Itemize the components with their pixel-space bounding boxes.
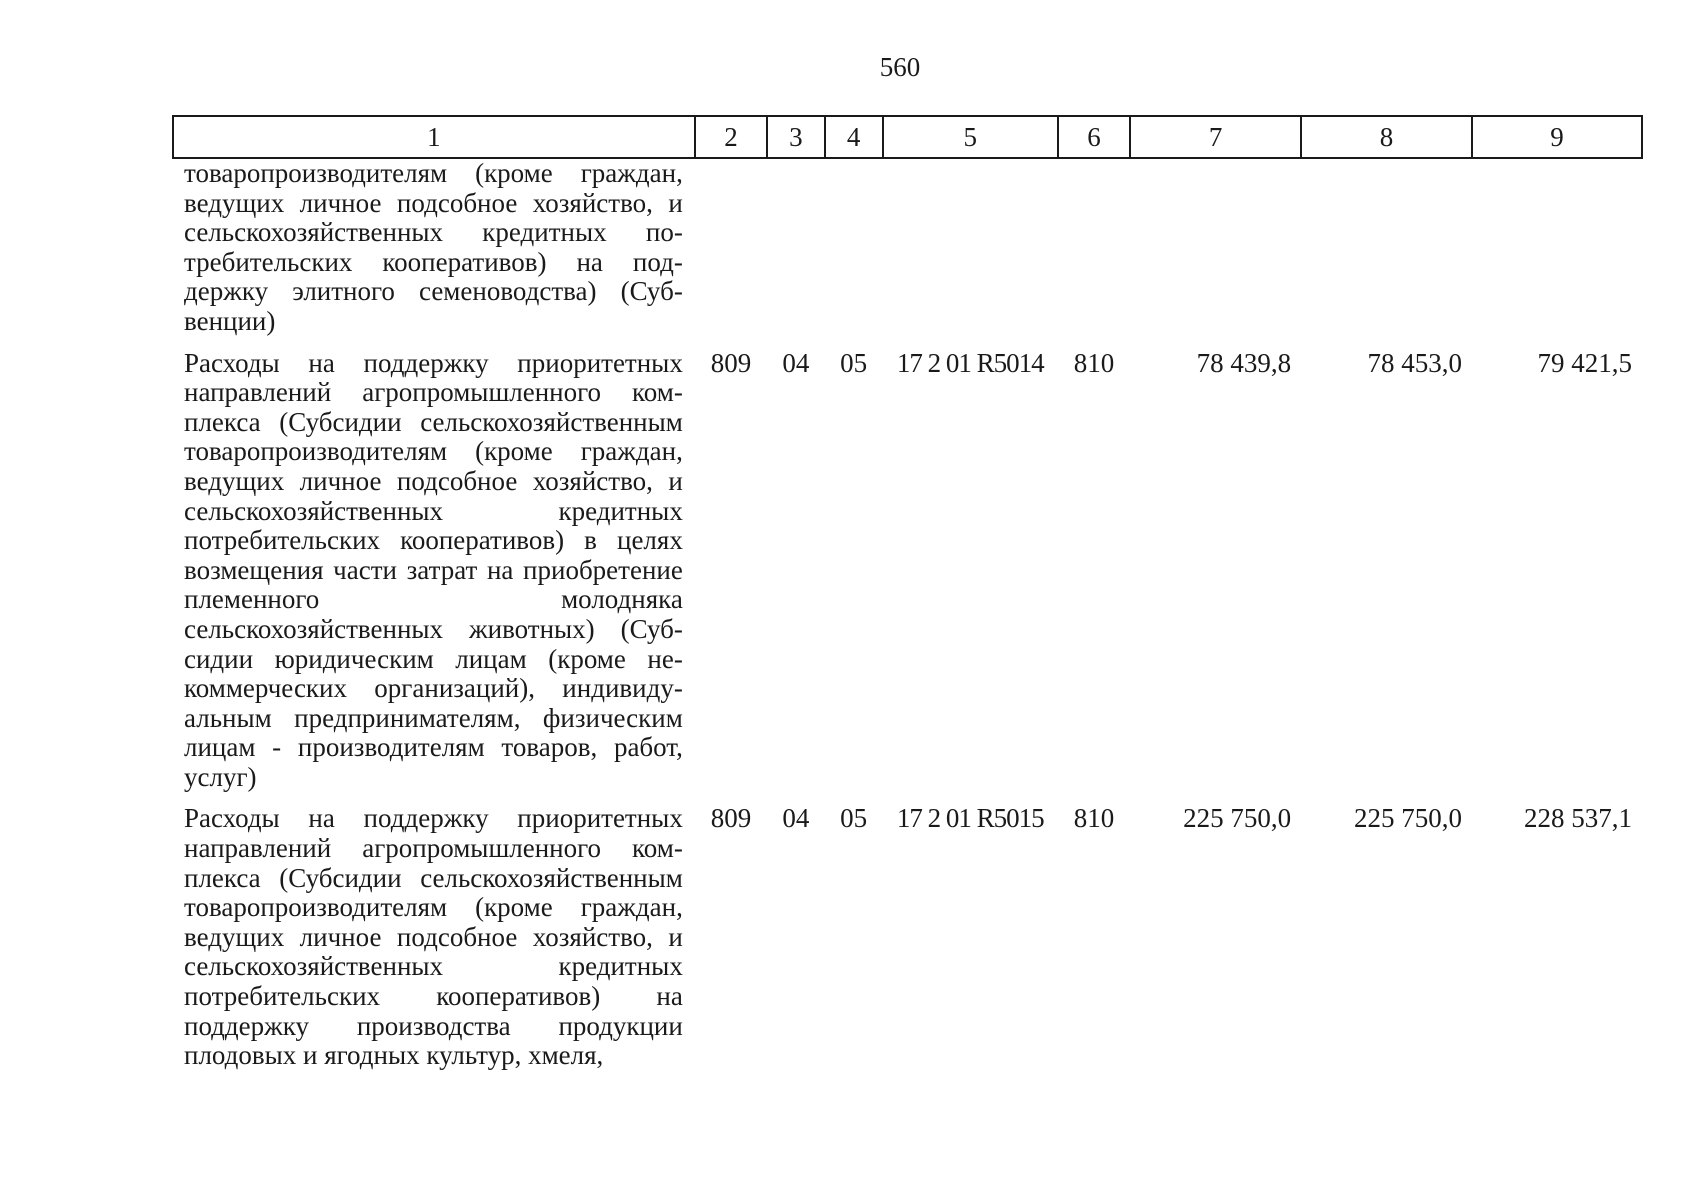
cell-ministry-code: 809 [710,347,752,378]
column-header-7: 7 [1130,116,1301,158]
column-header-5: 5 [883,116,1058,158]
cell-subsection-code [825,158,883,337]
row-description: Расходы на поддержку приоритетных направлений агропромышленного комплекса (Субсидии сельскохозяйственным товаропроизводителям (кроме граждан, ведущих личное подсобное хозяйство, и сельскохозяйственных кредитных потребительских кооперативов) в целях возмещения части затрат на приобретение племенного молодняка сельскохозяйственных животных) (Субсидии юридическим лицам (кроме некоммерческих организаций), индивидуальным предпринимателям, физическим лицам - производителям товаров, работ, услуг) [184,347,683,792]
cell-amount-col7 [1130,158,1301,337]
row-description: Расходы на поддержку приоритетных направлений агропромышленного комплекса (Субсидии сельскохозяйственным товаропроизводителям (кроме граждан, ведущих личное подсобное хозяйство, и сельскохозяйственных кредитных потребительских кооперативов) на поддержку производства продукции плодовых и ягодных культур, хмеля, [184,803,683,1071]
column-header-8: 8 [1301,116,1472,158]
row-description: товаропроизводителям (кроме граждан, ведущих личное подсобное хозяйство, и сельскохозяйственных кредитных потребительских кооперативов) на поддержку элитного семеноводства) (Субвенции) [184,158,683,336]
cell-ministry-code [695,158,767,337]
cell-expense-type: 810 [1073,347,1115,378]
cell-expense-type: 810 [1073,803,1115,834]
cell-subsection-code: 05 [840,347,868,378]
table-row [173,337,1642,793]
cell-amount-col9: 79 421,5 [1537,347,1632,378]
column-header-3: 3 [767,116,824,158]
cell-amount-col8: 78 453,0 [1367,347,1462,378]
cell-ministry-code: 809 [710,803,752,834]
table-row [173,158,1642,337]
column-header-6: 6 [1058,116,1130,158]
cell-amount-col7: 78 439,8 [1196,347,1292,378]
column-header-2: 2 [695,116,767,158]
table-body [173,158,1642,1071]
cell-target-article: 17 2 01 R5015 [896,803,1044,834]
budget-table [172,115,1643,1071]
header-row [173,116,1642,158]
cell-amount-col9: 228 537,1 [1524,803,1632,834]
column-header-4: 4 [825,116,883,158]
cell-subsection-code: 05 [840,803,868,834]
table-header [173,116,1642,158]
cell-section-code: 04 [782,803,810,834]
cell-section-code [767,158,824,337]
column-header-9: 9 [1472,116,1642,158]
page-number: 560 [879,52,921,82]
cell-target-article [883,158,1058,337]
cell-target-article: 17 2 01 R5014 [896,347,1044,378]
cell-amount-col8 [1301,158,1472,337]
table-row [173,792,1642,1070]
cell-amount-col8: 225 750,0 [1354,803,1462,834]
column-header-1: 1 [173,116,695,158]
cell-section-code: 04 [782,347,810,378]
cell-amount-col9 [1472,158,1642,337]
cell-expense-type [1058,158,1130,337]
cell-amount-col7: 225 750,0 [1183,803,1292,834]
